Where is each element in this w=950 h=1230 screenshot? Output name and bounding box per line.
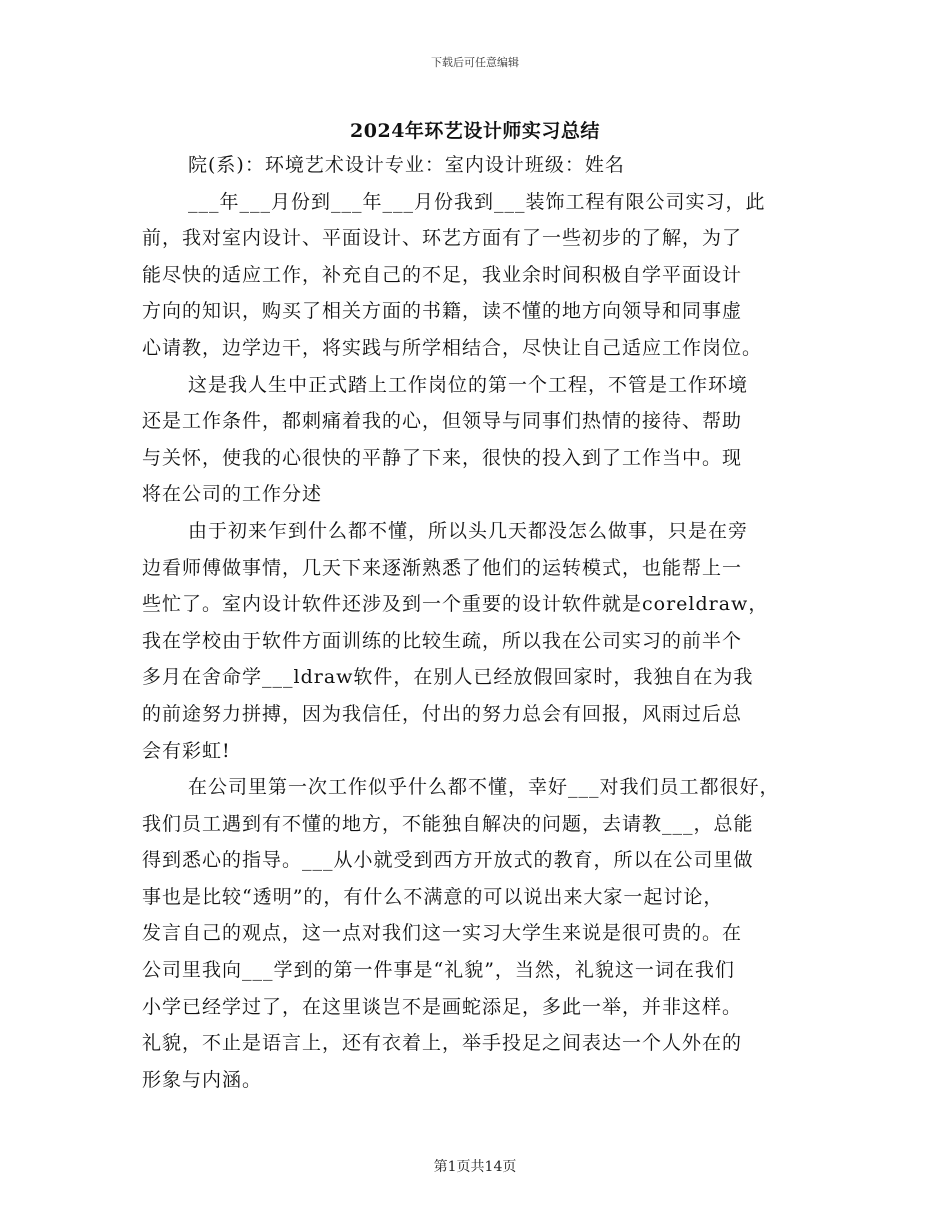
text-line: 还是工作条件，都刺痛着我的心，但领导与同事们热情的接待、帮助 <box>142 410 743 433</box>
text-line: 心请教，边学边干，将实践与所学相结合，尽快让自己适应工作岗位。 <box>142 336 763 359</box>
page-header-note: 下载后可任意编辑 <box>431 56 519 69</box>
text-line: 小学已经学过了，在这里谈岂不是画蛇添足，多此一举，并非这样。 <box>142 995 743 1018</box>
text-line: 由于初来乍到什么都不懂，所以头几天都没怎么做事，只是在旁 <box>188 519 749 542</box>
text-line: 礼貌，不止是语言上，还有衣着上，举手投足之间表达一个人外在的 <box>142 1032 743 1055</box>
department-line: 院(系)：环境艺术设计专业：室内设计班级：姓名 <box>188 154 625 176</box>
text-line: 些忙了。室内设计软件还涉及到一个重要的设计软件就是coreldraw， <box>142 593 769 616</box>
text-line: 方向的知识，购买了相关方面的书籍，读不懂的地方向领导和同事虚 <box>142 300 743 323</box>
document-title: 2024年环艺设计师实习总结 <box>350 120 600 142</box>
text-line: 这是我人生中正式踏上工作岗位的第一个工程，不管是工作环境 <box>188 373 749 396</box>
text-line: 我在学校由于软件方面训练的比较生疏，所以我在公司实习的前半个 <box>142 629 743 652</box>
text-line: 多月在舍命学___ldraw软件，在别人已经放假回家时，我独自在为我 <box>142 666 754 689</box>
text-line: 能尽快的适应工作，补充自己的不足，我业余时间积极自学平面设计 <box>142 263 743 286</box>
page-footer: 第1页共14页 <box>433 1159 517 1175</box>
document-body <box>142 147 817 1098</box>
text-line: 形象与内涵。 <box>142 1068 263 1091</box>
text-line: 的前途努力拼搏，因为我信任，付出的努力总会有回报，风雨过后总 <box>142 702 743 725</box>
text-line: 公司里我向___学到的第一件事是“礼貌”，当然，礼貌这一词在我们 <box>142 959 735 982</box>
text-line: 会有彩虹! <box>142 739 231 762</box>
text-line: 事也是比较“透明”的，有什么不满意的可以说出来大家一起讨论， <box>142 885 724 908</box>
text-line: ___年___月份到___年___月份我到___装饰工程有限公司实习，此 <box>188 190 766 213</box>
text-line: 将在公司的工作分述 <box>142 483 323 506</box>
text-line: 前，我对室内设计、平面设计、环艺方面有了一些初步的了解，为了 <box>142 227 743 250</box>
text-line: 边看师傅做事情，几天下来逐渐熟悉了他们的运转模式，也能帮上一 <box>142 556 743 579</box>
text-line: 在公司里第一次工作似乎什么都不懂，幸好___对我们员工都很好， <box>188 776 780 799</box>
text-line: 与关怀，使我的心很快的平静了下来，很快的投入到了工作当中。现 <box>142 446 743 469</box>
text-line: 得到悉心的指导。___从小就受到西方开放式的教育，所以在公司里做 <box>142 849 754 872</box>
text-line: 发言自己的观点，这一点对我们这一实习大学生来说是很可贵的。在 <box>142 922 743 945</box>
text-line: 我们员工遇到有不懂的地方，不能独自解决的问题，去请教___，总能 <box>142 812 754 835</box>
